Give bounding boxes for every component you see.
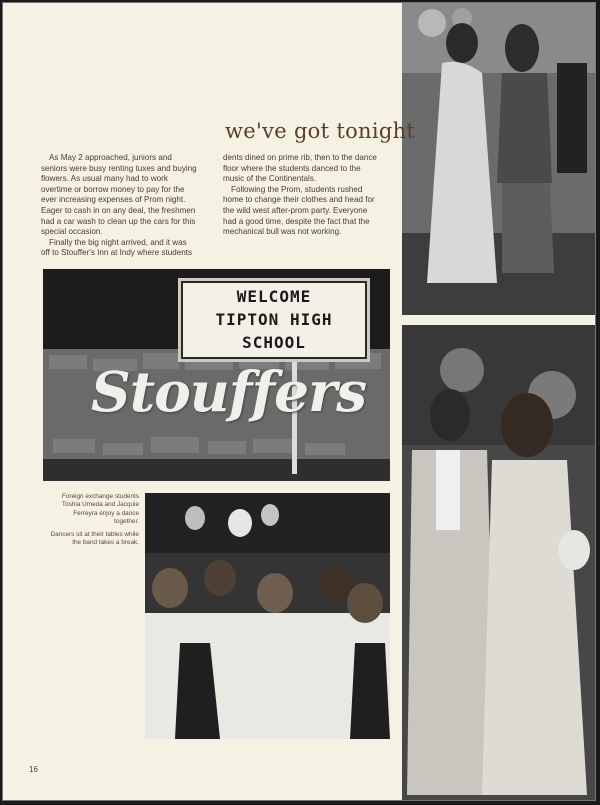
- prom-couple-portrait-photo: [402, 325, 596, 801]
- stouffers-wall-lettering: Stouffers: [91, 359, 367, 424]
- tables-graphic: [145, 493, 390, 739]
- article-paragraph: dents dined on prime rib, then to the dance floor where the students danced to the music of the Continentals.: [223, 153, 377, 184]
- caption-exchange-students: Foreign exchange students Toshia Umeda and Jacquie Ferreyra enjoy a dance together.: [61, 493, 139, 526]
- page-title: we've got tonight: [225, 119, 416, 143]
- article-column-2: [223, 153, 381, 238]
- yearbook-page: [2, 2, 596, 801]
- article-column-1: [41, 153, 197, 259]
- dancing-couple-graphic: [402, 3, 596, 315]
- welcome-marquee-sign: [178, 278, 370, 362]
- caption-dancers: Dancers sit at their tables while the band takes a break.: [50, 531, 139, 547]
- prom-couple-graphic: [402, 325, 596, 801]
- article-paragraph: Finally the big night arrived, and it was off to Stouffer's Inn at Indy where students: [41, 237, 193, 258]
- dancers-at-tables-photo: [145, 493, 390, 739]
- article-paragraph: Following the Prom, students rushed home to change their clothes and head for the wild west after-prom party. Everyone had a good time, despite the fact that the mechanical bull was not working.: [223, 184, 375, 237]
- sign-line-3: SCHOOL: [242, 333, 306, 352]
- sign-line-1: WELCOME: [236, 287, 312, 306]
- article-paragraph: As May 2 approached, juniors and seniors were busy renting tuxes and buying flowers. As usual many had to work overtime or borrow money to pay for the ever increasing expenses of Prom night. Eager to cash in on any deal, the freshmen had a car wash to clean up the cars for this special occasion.: [41, 153, 197, 237]
- sign-line-2: TIPTON HIGH: [215, 310, 333, 329]
- dancing-couple-photo: [402, 3, 596, 315]
- page-number: 16: [29, 765, 38, 774]
